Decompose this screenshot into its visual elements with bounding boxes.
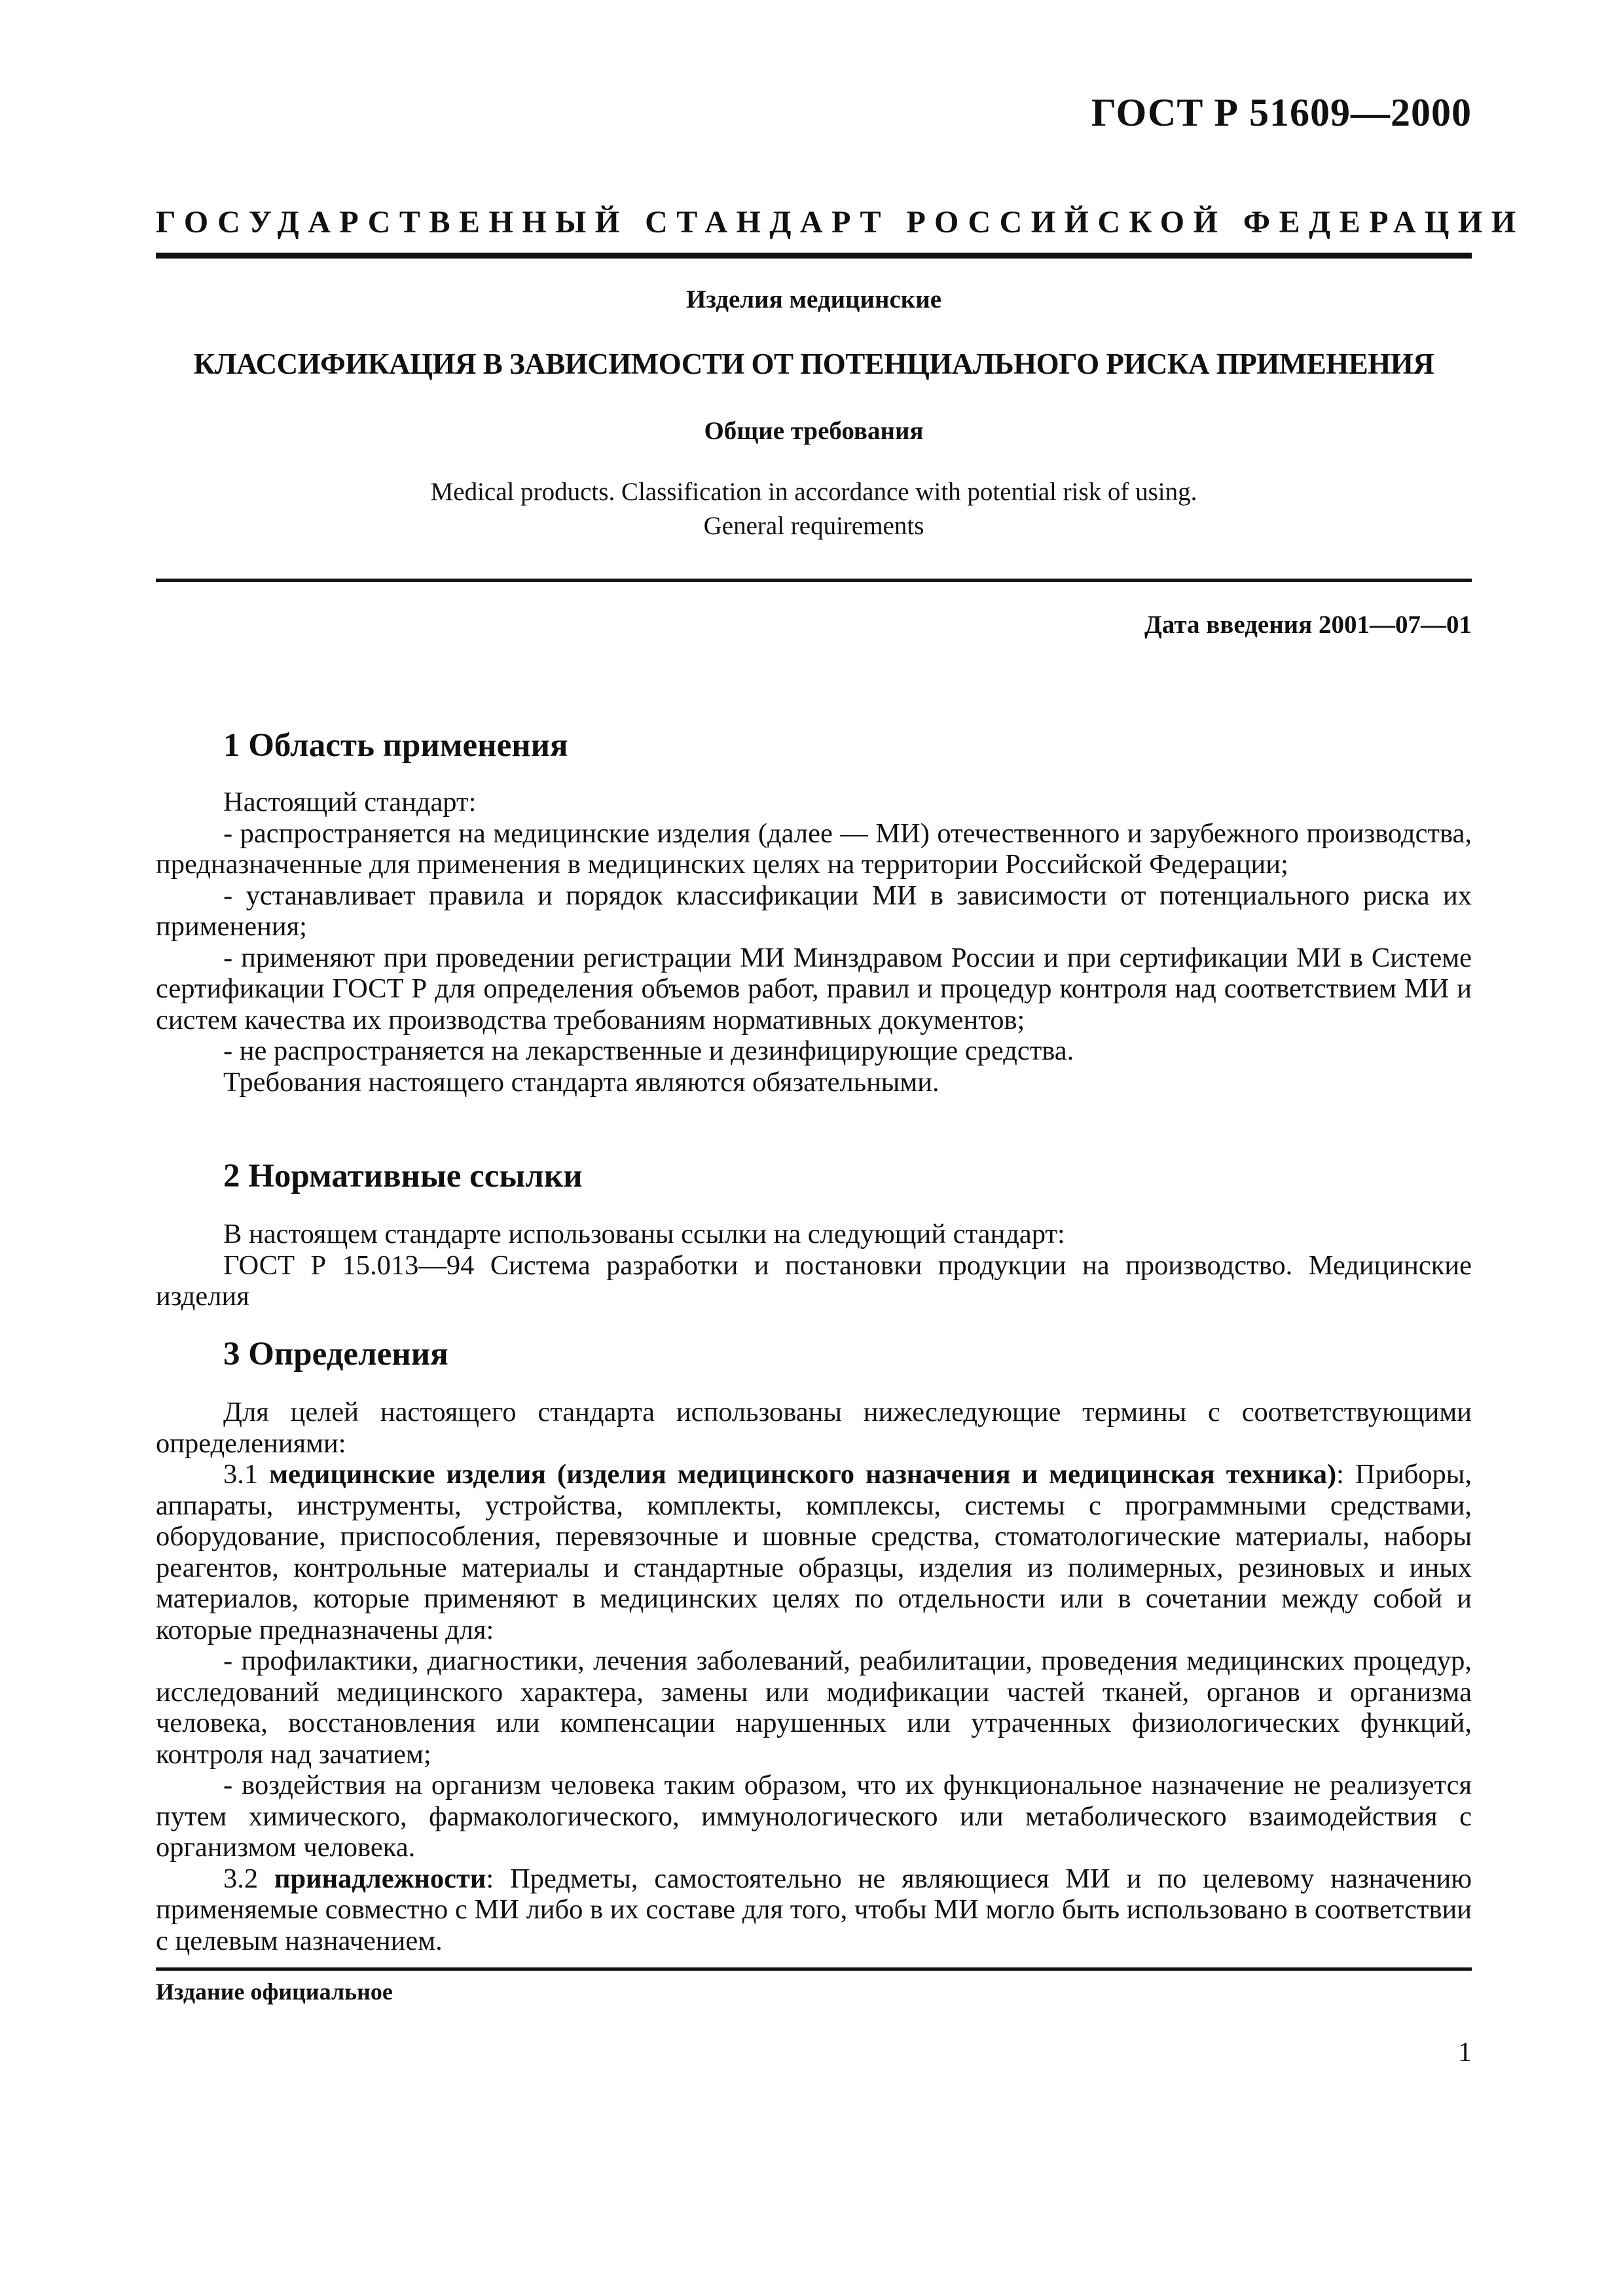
introduction-date: Дата введения 2001—07—01 (1144, 611, 1472, 639)
section-3-heading: 3 Определения (223, 1336, 448, 1372)
title-rule (156, 579, 1472, 582)
definition-3-1 (156, 1459, 1472, 1645)
standard-title: КЛАССИФИКАЦИЯ В ЗАВИСИМОСТИ ОТ ПОТЕНЦИАЛЬНОГО РИСКА ПРИМЕНЕНИЯ (193, 348, 1434, 380)
list-item: - воздействия на организм человека таким образом, что их функциональное назначение не реализуется путем химического, фармакологического, иммунологического или метаболического взаимодействия с организмом человека. (156, 1770, 1472, 1863)
page-number: 1 (1458, 2037, 1472, 2068)
english-title-line-2: General requirements (703, 512, 924, 540)
section-2-body (156, 1219, 1472, 1312)
state-standard-banner: ГОСУДАРСТВЕННЫЙ СТАНДАРТ РОССИЙСКОЙ ФЕДЕРАЦИИ (156, 205, 1525, 240)
paragraph: - не распространяется на лекарственные и дезинфицирующие средства. (223, 1035, 1074, 1066)
definition-text: : Приборы, аппараты, инструменты, устройства, комплекты, комплексы, системы с программными средствами, оборудование, приспособления, перевязочные и шовные средства, стоматологические материалы, наборы реагентов, контрольные материалы и стандартные образцы, изделия из полимерных, резиновых и иных материалов, которые применяют в медицинских целях по отдельности или в сочетании между собой и которые предназначены для: (156, 1459, 1472, 1645)
paragraph: ГОСТ Р 15.013—94 Система разработки и постановки продукции на производство. Медицинские изделия (156, 1249, 1472, 1312)
paragraph: Для целей настоящего стандарта использованы нижеследующие термины с соответствующими определениями: (156, 1397, 1472, 1459)
definition-term: принадлежности (274, 1863, 486, 1894)
paragraph: - устанавливает правила и порядок классификации МИ в зависимости от потенциального риска их применения; (156, 880, 1472, 942)
standard-subtitle: Общие требования (704, 417, 924, 445)
list-item: - профилактики, диагностики, лечения заболеваний, реабилитации, проведения медицинских процедур, исследований медицинского характера, замены или модификации частей тканей, органов и организма человека, восстановления или компенсации нарушенных или утраченных физиологических функций, контроля над зачатием; (156, 1645, 1472, 1770)
paragraph: - применяют при проведении регистрации МИ Минздравом России и при сертификации МИ в Системе сертификации ГОСТ Р для определения объемов работ, правил и процедур контроля над соответствием МИ и систем качества их производства требованиям нормативных документов; (156, 942, 1472, 1035)
section-3-body (156, 1397, 1472, 1956)
definition-term: медицинские изделия (изделия медицинского назначения и медицинская техника) (269, 1459, 1337, 1490)
footer-rule (156, 1967, 1472, 1971)
definition-number: 3.1 (223, 1459, 259, 1490)
standard-category: Изделия медицинские (685, 285, 942, 314)
definition-3-2 (156, 1863, 1472, 1957)
section-1-body (156, 787, 1472, 1098)
official-edition-label: Издание официальное (156, 1979, 393, 2005)
paragraph: В настоящем стандарте использованы ссылки на следующий стандарт: (223, 1219, 1065, 1249)
document-page (156, 0, 1525, 2296)
document-number: ГОСТ Р 51609—2000 (1091, 91, 1472, 134)
definition-number: 3.2 (223, 1863, 259, 1894)
section-2-heading: 2 Нормативные ссылки (223, 1158, 583, 1194)
paragraph: - распространяется на медицинские изделия (далее — МИ) отечественного и зарубежного производства, предназначенные для применения в медицинских целях на территории Российской Федерации; (156, 817, 1472, 880)
english-title-line-1: Medical products. Classification in accordance with potential risk of using. (430, 478, 1197, 506)
paragraph: Настоящий стандарт: (223, 787, 477, 817)
english-title (156, 475, 1472, 543)
paragraph: Требования настоящего стандарта являются обязательными. (223, 1066, 939, 1098)
section-1-heading: 1 Область применения (223, 727, 568, 764)
header-rule (156, 253, 1472, 259)
definition-text: : Предметы, самостоятельно не являющиеся МИ и по целевому назначению применяемые совместно с МИ либо в их составе для того, чтобы МИ могло быть использовано в соответствии с целевым назначением. (156, 1863, 1472, 1956)
